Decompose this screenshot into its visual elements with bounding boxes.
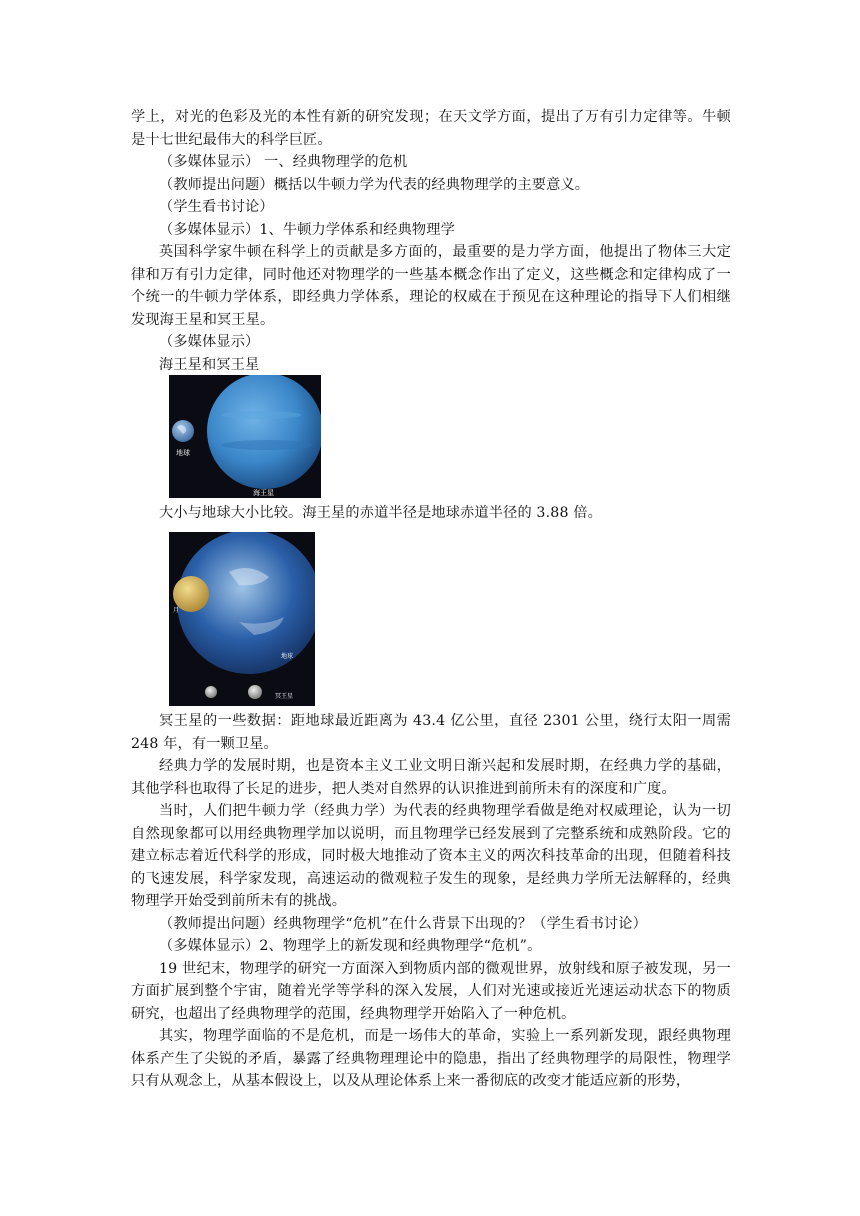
moon-label: 月 — [173, 607, 180, 614]
earth-label: 地球 — [281, 653, 294, 660]
pluto-earth-moon-comparison-image — [169, 532, 315, 706]
earth-label: 地球 — [176, 449, 190, 457]
paragraph: （多媒体显示）1、牛顿力学体系和经典物理学 — [159, 221, 455, 238]
paragraph: （教师提出问题）经典物理学“危机”在什么背景下出现的？（学生看书讨论） — [159, 915, 647, 932]
paragraph: 学上，对光的色彩及光的本性有新的研究发现；在天文学方面，提出了万有引力定律等。牛顿是十七世纪最伟大的科学巨匠。 — [131, 109, 731, 148]
neptune-earth-comparison-image — [169, 375, 321, 498]
text-block-bottom — [131, 710, 731, 1093]
paragraph: 经典力学的发展时期，也是资本主义工业文明日渐兴起和发展时期，在经典力学的基础，其他学科也取得了长足的进步，把人类对自然界的认识推进到前所未有的深度和广度。 — [131, 758, 731, 797]
paragraph: （教师提出问题）概括以牛顿力学为代表的经典物理学的主要意义。 — [159, 176, 590, 193]
paragraph: 英国科学家牛顿在科学上的贡献是多方面的，最重要的是力学方面，他提出了物体三大定律和万有引力定律，同时他还对物理学的一些基本概念作出了定义，这些概念和定律构成了一个统一的牛顿力学体系，即经典力学体系，理论的权威在于预见在这种理论的指导下人们相继发现海王星和冥王星。 — [131, 244, 731, 328]
figure-caption-title: 海王星和冥王星 — [159, 356, 260, 373]
paragraph: 冥王星的一些数据：距地球最近距离为 43.4 亿公里，直径 2301 公里，绕行太阳一周需 248 年，有一颗卫星。 — [131, 713, 731, 752]
paragraph: （学生看书讨论） — [159, 199, 274, 215]
text-block-caption1 — [131, 502, 731, 525]
pluto-label: 冥王星 — [275, 693, 294, 700]
neptune-label: 海王星 — [253, 489, 274, 497]
neptune-planet — [207, 375, 321, 489]
charon — [248, 685, 262, 699]
pluto — [205, 686, 217, 698]
paragraph: （多媒体显示） — [159, 334, 260, 350]
paragraph: （多媒体显示）2、物理学上的新发现和经典物理学“危机”。 — [159, 938, 542, 954]
paragraph: 当时，人们把牛顿力学（经典力学）为代表的经典物理学看做是绝对权威理论，认为一切自然现象都可以用经典物理学加以说明，而且物理学已经发展到了完整系统和成熟阶段。它的建立标志着近代科学的形成，同时极大地推动了资本主义的两次科技革命的出现，但随着科技的飞速发展，科学家发现，高速运动的微观粒子发生的现象，是经典力学所无法解释的，经典物理学开始受到前所未有的挑战。 — [131, 803, 731, 909]
paragraph: 其实，物理学面临的不是危机，而是一场伟大的革命，实验上一系列新发现，跟经典物理体系产生了尖锐的矛盾，暴露了经典物理理论中的隐患，指出了经典物理学的局限性，物理学只有从观念上，从基本假设上，以及从理论体系上来一番彻底的改变才能适应新的形势， — [131, 1028, 731, 1089]
paragraph: （多媒体显示） 一、经典物理学的危机 — [159, 154, 408, 170]
paragraph: 19 世纪末，物理学的研究一方面深入到物质内部的微观世界，放射线和原子被发现，另一方面扩展到整个宇宙，随着光学等学科的深入发展，人们对光速或接近光速运动状态下的物质研究，也超出了经典物理学的范围，经典物理学开始陷入了一种危机。 — [131, 960, 731, 1022]
text-block-top — [131, 106, 731, 376]
paragraph: 大小与地球大小比较。海王星的赤道半径是地球赤道半径的 3.88 倍。 — [159, 505, 602, 521]
